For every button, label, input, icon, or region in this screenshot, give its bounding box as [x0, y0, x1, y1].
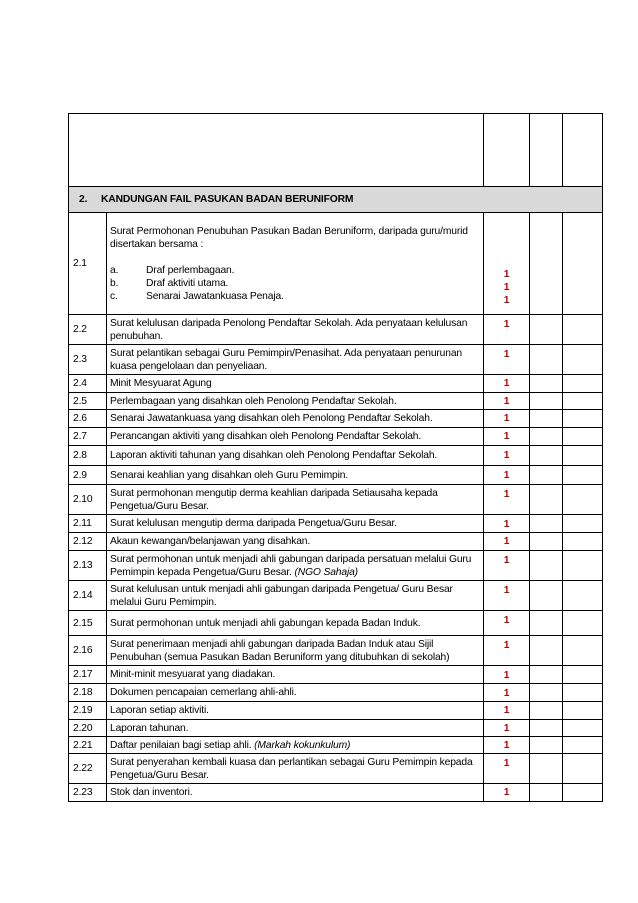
- row-number: 2.10: [69, 485, 107, 515]
- row-value: 1: [503, 269, 510, 280]
- row-number: 2.19: [69, 702, 107, 720]
- row-description-text: Laporan setiap aktiviti.: [110, 705, 209, 716]
- table-row: [69, 551, 603, 581]
- empty-cell: [563, 666, 603, 684]
- row-description: [107, 754, 484, 784]
- row-description: [107, 720, 484, 737]
- row-value: 1: [484, 737, 530, 754]
- checklist-table: [68, 113, 603, 802]
- table-row: [69, 611, 603, 636]
- row-number: 2.3: [69, 345, 107, 375]
- empty-cell: [563, 754, 603, 784]
- empty-cell: [563, 315, 603, 345]
- row-description: [107, 684, 484, 702]
- empty-cell: [530, 485, 563, 515]
- row-value: 1: [484, 666, 530, 684]
- empty-cell: [530, 737, 563, 754]
- row-description: [107, 551, 484, 581]
- empty-cell: [563, 737, 603, 754]
- table-row: [69, 737, 603, 754]
- empty-cell: [563, 345, 603, 375]
- blank-cell: [484, 114, 530, 187]
- empty-cell: [563, 581, 603, 611]
- row-description-text: Surat pelantikan sebagai Guru Pemimpin/Penasihat. Ada penyataan penurunan kuasa pengelolaan dan penyeliaan.: [110, 347, 462, 372]
- row-value: 1: [484, 720, 530, 737]
- subitem-text: Senarai Jawatankuasa Penaja.: [146, 290, 284, 302]
- row-description-text: Perancangan aktiviti yang disahkan oleh Penolong Pendaftar Sekolah.: [110, 431, 422, 442]
- blank-cell: [69, 114, 484, 187]
- table-row: [69, 345, 603, 375]
- empty-cell: [530, 315, 563, 345]
- row-value: 1: [484, 611, 530, 636]
- row-number: 2.11: [69, 515, 107, 533]
- row-number: 2.5: [69, 393, 107, 410]
- row-description: [107, 515, 484, 533]
- row-description-text: Daftar penilaian bagi setiap ahli.: [110, 739, 255, 751]
- row-description: [107, 636, 484, 666]
- empty-cell: [530, 393, 563, 410]
- empty-cell: [563, 485, 603, 515]
- empty-cell: [563, 410, 603, 428]
- row-description: [107, 784, 484, 802]
- table-row: [69, 515, 603, 533]
- row-value: 1: [484, 533, 530, 551]
- row-value: 1: [484, 515, 530, 533]
- row-number: 2.13: [69, 551, 107, 581]
- row-number: 2.20: [69, 720, 107, 737]
- row-value: 1: [484, 446, 530, 466]
- row-number: 2.12: [69, 533, 107, 551]
- row-value: 1: [503, 295, 510, 306]
- row-description-text: Surat permohonan untuk menjadi ahli gabungan daripada persatuan melalui Guru Pemimpin kepada Pengetua/Guru Besar.: [110, 553, 472, 578]
- row-number: 2.2: [69, 315, 107, 345]
- empty-cell: [530, 754, 563, 784]
- empty-cell: [530, 551, 563, 581]
- row-value: 1: [503, 282, 510, 293]
- subitem-text: Draf aktiviti utama.: [146, 277, 229, 289]
- table-row: [69, 720, 603, 737]
- empty-cell: [530, 702, 563, 720]
- table-row: [69, 754, 603, 784]
- empty-cell: [563, 393, 603, 410]
- row-value: 1: [484, 551, 530, 581]
- subitem: [110, 264, 481, 277]
- row-description: [107, 446, 484, 466]
- row-value: 1: [484, 784, 530, 802]
- row-description-text: Senarai Jawatankuasa yang disahkan oleh Penolong Pendaftar Sekolah.: [110, 413, 433, 424]
- empty-cell: [563, 515, 603, 533]
- row-note: (NGO Sahaja): [294, 566, 358, 578]
- table-row: [69, 666, 603, 684]
- table-row: [69, 393, 603, 410]
- row-number: 2.17: [69, 666, 107, 684]
- row-value: 1: [484, 428, 530, 446]
- table-row: [69, 315, 603, 345]
- empty-cell: [530, 533, 563, 551]
- section-title: KANDUNGAN FAIL PASUKAN BADAN BERUNIFORM: [101, 194, 354, 205]
- row-description: [107, 393, 484, 410]
- empty-cell: [530, 666, 563, 684]
- table-row: [69, 375, 603, 393]
- row-description: [107, 428, 484, 446]
- row-description-text: Surat permohonan untuk menjadi ahli gabungan kepada Badan Induk.: [110, 617, 421, 629]
- row-description-text: Surat kelulusan untuk menjadi ahli gabungan daripada Pengetua/ Guru Besar melalui Guru Pemimpin.: [110, 583, 453, 608]
- row-number: 2.9: [69, 466, 107, 485]
- row-value: 1: [484, 375, 530, 393]
- row-description: [107, 410, 484, 428]
- table-row: [69, 784, 603, 802]
- row-values: [484, 268, 529, 307]
- row-number: 2.16: [69, 636, 107, 666]
- empty-cell: [563, 533, 603, 551]
- empty-cell: [563, 213, 603, 315]
- empty-cell: [530, 345, 563, 375]
- row-value: 1: [484, 315, 530, 345]
- empty-cell: [530, 581, 563, 611]
- row-value: 1: [484, 684, 530, 702]
- empty-cell: [563, 720, 603, 737]
- table-row-2-1: [69, 213, 603, 315]
- row-description: [107, 702, 484, 720]
- row-value: 1: [484, 581, 530, 611]
- row-number: 2.23: [69, 784, 107, 802]
- subitem-text: Draf perlembagaan.: [146, 264, 235, 276]
- row-description: [107, 533, 484, 551]
- row-description-text: Surat penyerahan kembali kuasa dan perlantikan sebagai Guru Pemimpin kepada Pengetua/Guru Besar.: [110, 756, 473, 781]
- row-description: [107, 213, 484, 315]
- blank-header-row: [69, 114, 603, 187]
- empty-cell: [530, 636, 563, 666]
- empty-cell: [563, 466, 603, 485]
- row-description: [107, 485, 484, 515]
- row-number: 2.21: [69, 737, 107, 754]
- row-number: 2.18: [69, 684, 107, 702]
- subitem-letter: b.: [110, 277, 119, 289]
- empty-cell: [563, 684, 603, 702]
- row-description: [107, 466, 484, 485]
- row-description-text: Surat penerimaan menjadi ahli gabungan daripada Badan Induk atau Sijil Penubuhan (semua Pasukan Badan Beruniform yang ditubuhkan di sekolah): [110, 638, 450, 663]
- row-description-text: Perlembagaan yang disahkan oleh Penolong Pendaftar Sekolah.: [110, 395, 397, 407]
- table-row: [69, 446, 603, 466]
- empty-cell: [563, 375, 603, 393]
- subitem: [110, 290, 481, 303]
- row-description-text: Dokumen pencapaian cemerlang ahli-ahli.: [110, 687, 297, 698]
- row-number: 2.8: [69, 446, 107, 466]
- row-number: 2.14: [69, 581, 107, 611]
- row-value: 1: [484, 410, 530, 428]
- row-value: 1: [484, 636, 530, 666]
- empty-cell: [530, 213, 563, 315]
- row-description-text: Minit-minit mesyuarat yang diadakan.: [110, 669, 276, 680]
- table-row: [69, 684, 603, 702]
- empty-cell: [563, 446, 603, 466]
- row-description: [107, 611, 484, 636]
- empty-cell: [530, 611, 563, 636]
- empty-cell: [530, 446, 563, 466]
- subitem-letter: c.: [110, 290, 118, 302]
- empty-cell: [530, 684, 563, 702]
- section-title-cell: [69, 187, 603, 213]
- row-description-text: Surat kelulusan daripada Penolong Pendaftar Sekolah. Ada penyataan kelulusan penubuhan.: [110, 317, 468, 342]
- row-description: [107, 375, 484, 393]
- row-description-text: Minit Mesyuarat Agung: [110, 378, 212, 389]
- row-description-text: Laporan aktiviti tahunan yang disahkan oleh Penolong Pendaftar Sekolah.: [110, 450, 438, 461]
- row-description-text: Laporan tahunan.: [110, 722, 189, 734]
- row-value-cell: [484, 213, 530, 315]
- table-row: [69, 702, 603, 720]
- row-description-text: Senarai keahlian yang disahkan oleh Guru Pemimpin.: [110, 469, 349, 481]
- row-value: 1: [484, 466, 530, 485]
- row-note: (Markah kokunkulum): [254, 739, 351, 751]
- row-value: 1: [484, 485, 530, 515]
- empty-cell: [530, 375, 563, 393]
- empty-cell: [530, 515, 563, 533]
- empty-cell: [563, 611, 603, 636]
- row-value: 1: [484, 754, 530, 784]
- blank-cell: [530, 114, 563, 187]
- row-value: 1: [484, 345, 530, 375]
- table-row: [69, 428, 603, 446]
- row-description: [107, 315, 484, 345]
- table-row: [69, 410, 603, 428]
- row-number: 2.1: [69, 213, 107, 315]
- empty-cell: [563, 551, 603, 581]
- row-description-text: Surat kelulusan mengutip derma daripada Pengetua/Guru Besar.: [110, 518, 397, 529]
- row-number: 2.22: [69, 754, 107, 784]
- row-number: 2.7: [69, 428, 107, 446]
- subitem-list: [110, 264, 481, 303]
- row-description: [107, 581, 484, 611]
- table-row: [69, 581, 603, 611]
- section-header-row: [69, 187, 603, 213]
- row-intro-text: Surat Permohonan Penubuhan Pasukan Badan Beruniform, daripada guru/murid disertakan bersama :: [110, 225, 468, 250]
- table-row: [69, 466, 603, 485]
- empty-cell: [563, 428, 603, 446]
- row-description: [107, 345, 484, 375]
- blank-cell: [563, 114, 603, 187]
- row-number: 2.4: [69, 375, 107, 393]
- subitem: [110, 277, 481, 290]
- empty-cell: [563, 784, 603, 802]
- empty-cell: [530, 410, 563, 428]
- table-row: [69, 533, 603, 551]
- empty-cell: [563, 636, 603, 666]
- row-value: 1: [484, 702, 530, 720]
- row-description: [107, 666, 484, 684]
- row-number: 2.6: [69, 410, 107, 428]
- section-number: 2.: [79, 194, 88, 205]
- empty-cell: [530, 466, 563, 485]
- row-value: 1: [484, 393, 530, 410]
- row-description-text: Akaun kewangan/belanjawan yang disahkan.: [110, 536, 311, 547]
- row-number: 2.15: [69, 611, 107, 636]
- row-description-text: Stok dan inventori.: [110, 787, 193, 798]
- empty-cell: [563, 702, 603, 720]
- empty-cell: [530, 784, 563, 802]
- row-description: [107, 737, 484, 754]
- row-description-text: Surat permohonan mengutip derma keahlian daripada Setiausaha kepada Pengetua/Guru Besar.: [110, 487, 438, 512]
- table-row: [69, 636, 603, 666]
- empty-cell: [530, 720, 563, 737]
- empty-cell: [530, 428, 563, 446]
- table-row: [69, 485, 603, 515]
- subitem-letter: a.: [110, 264, 119, 276]
